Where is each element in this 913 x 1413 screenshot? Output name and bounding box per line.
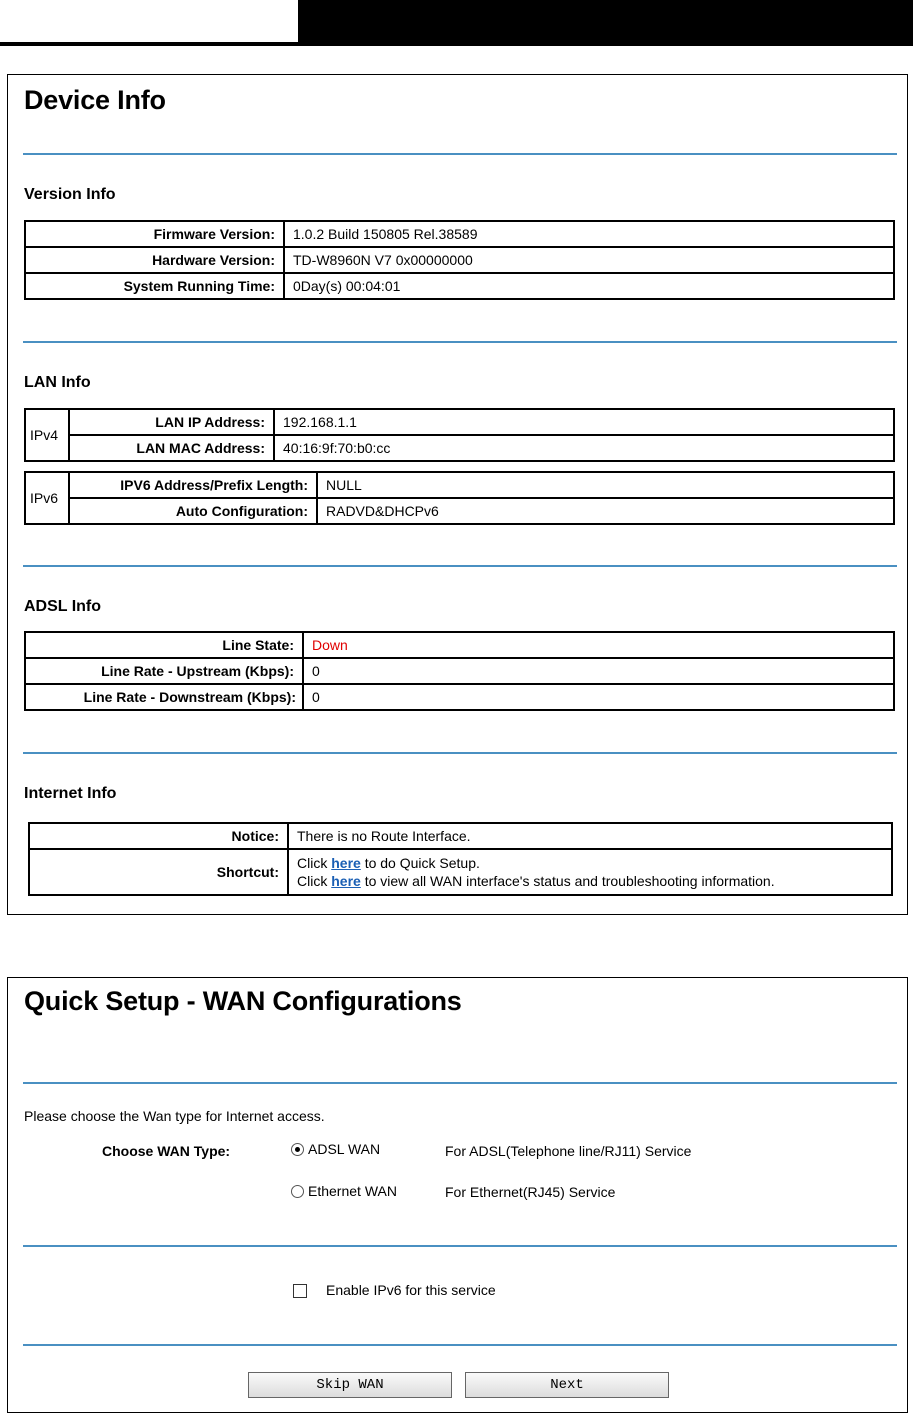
system-running-time-label: System Running Time: xyxy=(25,273,284,299)
shortcut-text: to do Quick Setup. xyxy=(360,855,480,871)
divider xyxy=(23,752,897,754)
quick-setup-panel xyxy=(7,977,908,1413)
adsl-info-heading: ADSL Info xyxy=(24,598,102,615)
enable-ipv6-label: Enable IPv6 for this service xyxy=(326,1282,496,1298)
enable-ipv6-checkbox[interactable] xyxy=(293,1284,307,1298)
shortcut-label: Shortcut: xyxy=(29,849,288,895)
internet-info-heading: Internet Info xyxy=(24,785,117,802)
upstream-rate-label: Line Rate - Upstream (Kbps): xyxy=(25,658,303,684)
ipv6-prefix-label: IPV6 Address/Prefix Length: xyxy=(69,472,317,498)
page-title: Quick Setup - WAN Configurations xyxy=(24,986,462,1016)
shortcut-text: Click xyxy=(297,873,332,889)
radio-unselected-icon[interactable] xyxy=(291,1185,304,1198)
divider xyxy=(23,341,897,343)
shortcut-text: Click xyxy=(297,855,332,871)
divider xyxy=(23,153,897,155)
lan-ipv6-table xyxy=(24,471,895,525)
firmware-version-label: Firmware Version: xyxy=(25,221,284,247)
table-row xyxy=(25,221,894,247)
table-row xyxy=(25,632,894,658)
lan-mac-address-value: 40:16:9f:70:b0:cc xyxy=(274,435,894,461)
downstream-rate-label: Line Rate - Downstream (Kbps): xyxy=(25,684,303,710)
table-row xyxy=(25,409,894,435)
auto-configuration-label: Auto Configuration: xyxy=(69,498,317,524)
header-bar xyxy=(298,0,913,42)
ethernet-wan-description: For Ethernet(RJ45) Service xyxy=(445,1184,616,1200)
table-row xyxy=(29,823,892,849)
ipv6-prefix-value: NULL xyxy=(317,472,894,498)
table-row xyxy=(25,435,894,461)
lan-ip-address-value: 192.168.1.1 xyxy=(274,409,894,435)
table-row xyxy=(29,849,892,895)
header-rule xyxy=(0,42,913,46)
ipv4-group-label: IPv4 xyxy=(25,409,69,461)
divider xyxy=(23,1344,897,1346)
adsl-wan-option[interactable] xyxy=(291,1141,380,1157)
page-title: Device Info xyxy=(24,85,166,115)
ipv6-group-label: IPv6 xyxy=(25,472,69,524)
choose-wan-type-label: Choose WAN Type: xyxy=(102,1143,231,1159)
hardware-version-label: Hardware Version: xyxy=(25,247,284,273)
shortcut-line-wan-status xyxy=(297,872,883,890)
table-row xyxy=(25,658,894,684)
ethernet-wan-option[interactable] xyxy=(291,1183,397,1199)
notice-value: There is no Route Interface. xyxy=(288,823,892,849)
device-info-panel xyxy=(7,74,908,915)
lan-ip-address-label: LAN IP Address: xyxy=(69,409,274,435)
wan-status-link[interactable]: here xyxy=(331,873,361,889)
lan-ipv4-table xyxy=(24,408,895,462)
table-row xyxy=(25,498,894,524)
table-row xyxy=(25,247,894,273)
divider xyxy=(23,1245,897,1247)
adsl-wan-label: ADSL WAN xyxy=(308,1141,381,1157)
version-info-table xyxy=(24,220,895,300)
shortcut-value xyxy=(288,849,892,895)
shortcut-text: to view all WAN interface's status and troubleshooting information. xyxy=(360,873,775,889)
auto-configuration-value: RADVD&DHCPv6 xyxy=(317,498,894,524)
upstream-rate-value: 0 xyxy=(303,658,894,684)
firmware-version-value: 1.0.2 Build 150805 Rel.38589 xyxy=(284,221,894,247)
divider xyxy=(23,1082,897,1084)
divider xyxy=(23,565,897,567)
radio-selected-icon[interactable] xyxy=(291,1143,304,1156)
hardware-version-value: TD-W8960N V7 0x00000000 xyxy=(284,247,894,273)
line-state-label: Line State: xyxy=(25,632,303,658)
table-row xyxy=(25,684,894,710)
ethernet-wan-label: Ethernet WAN xyxy=(308,1183,397,1199)
notice-label: Notice: xyxy=(29,823,288,849)
table-row xyxy=(25,273,894,299)
system-running-time-value: 0Day(s) 00:04:01 xyxy=(284,273,894,299)
next-button[interactable]: Next xyxy=(465,1372,669,1398)
adsl-info-table xyxy=(24,631,895,711)
skip-wan-button[interactable]: Skip WAN xyxy=(248,1372,452,1398)
table-row xyxy=(25,472,894,498)
lan-info-heading: LAN Info xyxy=(24,374,91,391)
adsl-wan-description: For ADSL(Telephone line/RJ11) Service xyxy=(445,1143,692,1159)
internet-info-table xyxy=(28,822,893,896)
version-info-heading: Version Info xyxy=(24,186,116,203)
intro-text: Please choose the Wan type for Internet access. xyxy=(24,1108,325,1124)
quick-setup-link[interactable]: here xyxy=(331,855,361,871)
lan-mac-address-label: LAN MAC Address: xyxy=(69,435,274,461)
downstream-rate-value: 0 xyxy=(303,684,894,710)
line-state-value: Down xyxy=(303,632,894,658)
shortcut-line-quick-setup xyxy=(297,854,883,872)
